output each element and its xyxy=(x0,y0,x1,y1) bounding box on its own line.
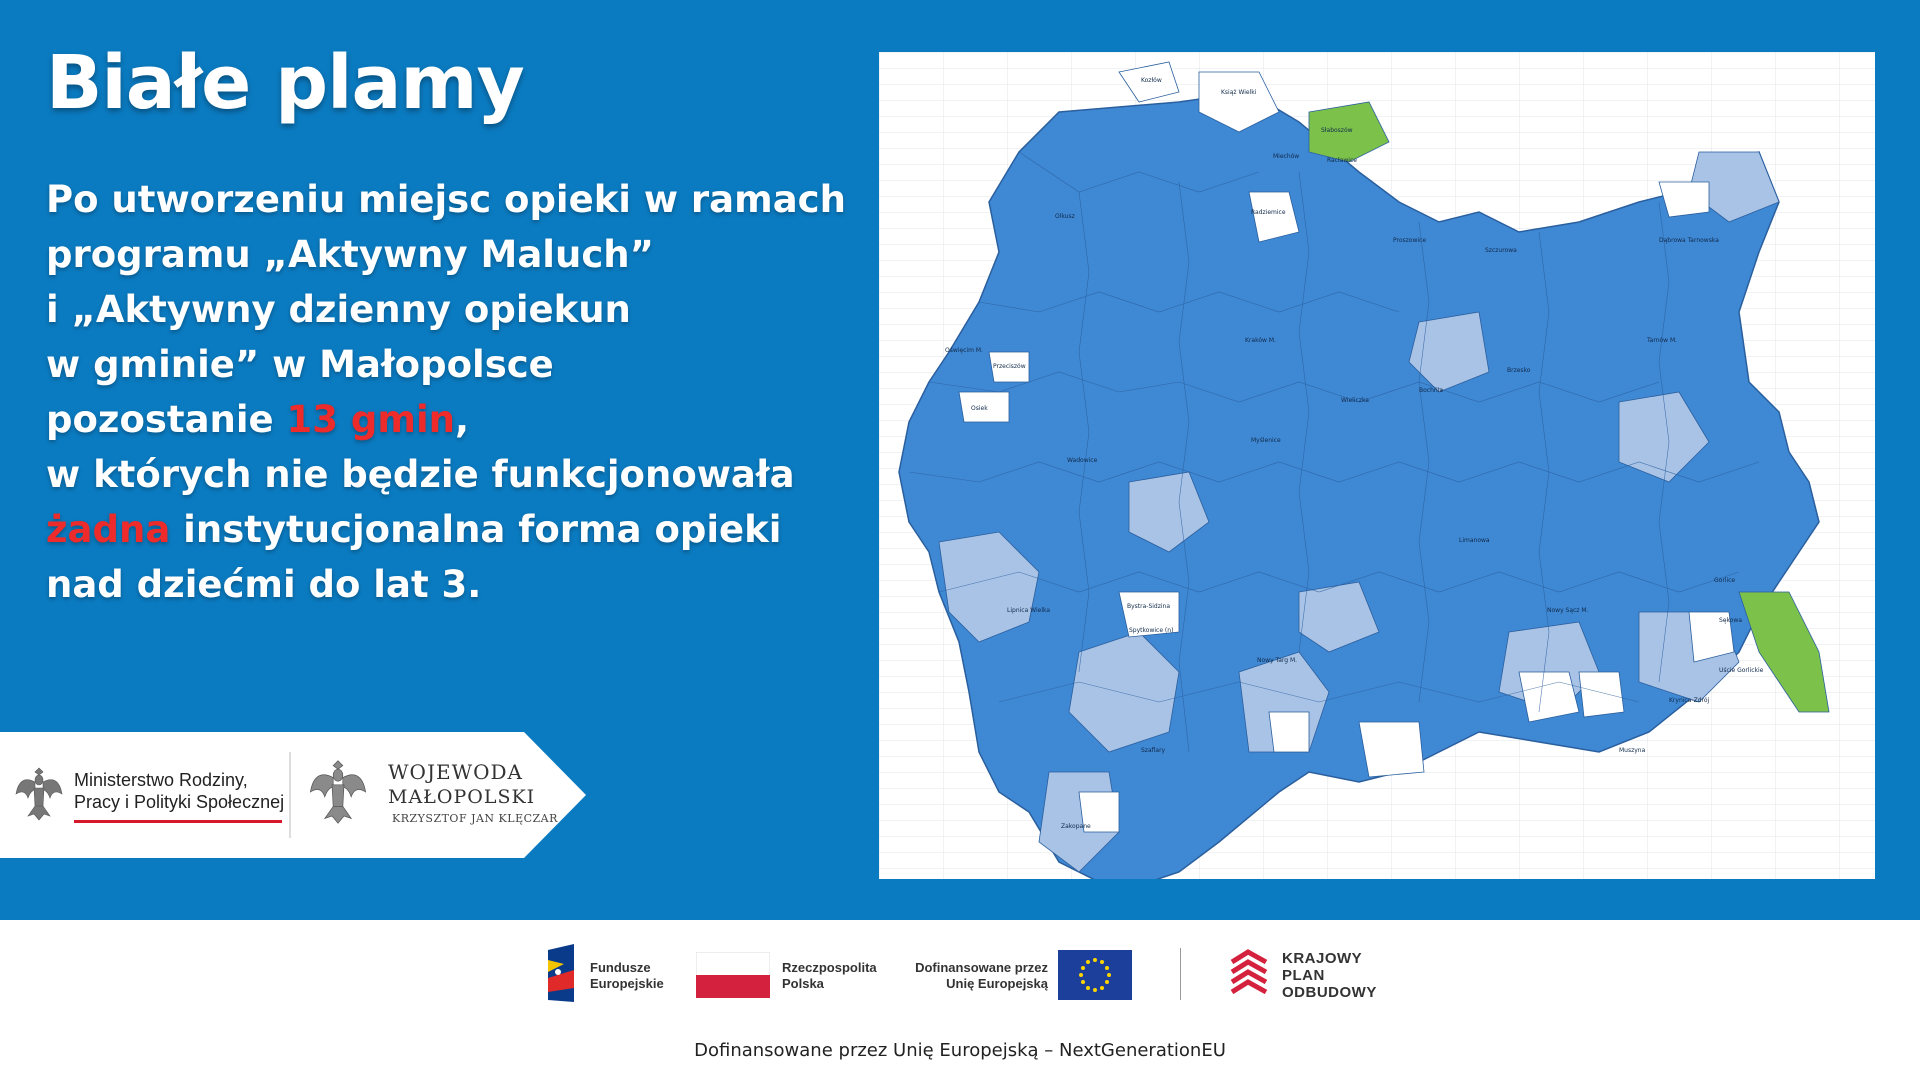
rp-line: Rzeczpospolita xyxy=(782,960,877,975)
body-line xyxy=(46,392,866,447)
body-text-part: instytucjonalna forma opieki xyxy=(170,508,782,551)
map-label: Radziemice xyxy=(1251,209,1286,216)
map-label: Osiek xyxy=(971,405,988,412)
map-label: Kraków M. xyxy=(1245,337,1276,344)
body-text-part: pozostanie xyxy=(46,398,287,441)
map-label: Oświęcim M. xyxy=(945,347,983,354)
map-label: Gorlice xyxy=(1714,577,1736,584)
map-label: Zakopane xyxy=(1061,823,1091,830)
fe-line: Fundusze xyxy=(590,960,651,975)
map-label: Proszowice xyxy=(1393,237,1427,244)
map-label: Przeciszów xyxy=(993,363,1026,370)
map-image xyxy=(879,52,1875,879)
map-label: Szaflary xyxy=(1141,747,1166,754)
map-label: Nowy Sącz M. xyxy=(1547,607,1589,614)
map-label: Słaboszów xyxy=(1321,127,1353,134)
polish-flag-icon xyxy=(696,952,770,998)
body-line: w których nie będzie funkcjonowała xyxy=(46,453,795,496)
body-line: w gminie” w Małopolsce xyxy=(46,343,554,386)
funding-note: Dofinansowane przez Unię Europejską – NextGenerationEU xyxy=(694,1040,1226,1061)
map-label: Brzesko xyxy=(1507,367,1531,374)
rp-line: Polska xyxy=(782,976,824,991)
map-label: Uście Gorlickie xyxy=(1719,667,1764,674)
eu-flag-icon xyxy=(1058,950,1132,1000)
map-label: Olkusz xyxy=(1055,213,1075,220)
ministry-line: Ministerstwo Rodziny, xyxy=(74,770,248,790)
map-label: Nowy Targ M. xyxy=(1257,657,1298,664)
map-label: Limanowa xyxy=(1459,537,1490,544)
ministry-name xyxy=(74,769,284,813)
body-line: i „Aktywny dzienny opiekun xyxy=(46,288,631,331)
body-text xyxy=(46,172,866,612)
voivode-region: MAŁOPOLSKI xyxy=(388,786,536,808)
map-label: Bochnia xyxy=(1419,387,1444,394)
map-label: Kozłów xyxy=(1141,77,1162,84)
map-label: Szczurowa xyxy=(1485,247,1517,254)
fe-line: Europejskie xyxy=(590,976,664,991)
fundusze-europejskie-flag-icon xyxy=(544,942,580,1004)
ministry-red-line xyxy=(74,820,282,823)
voivode-name: KRZYSZTOF JAN KLĘCZAR xyxy=(392,812,558,825)
map-label: Krynica-Zdrój xyxy=(1669,697,1710,704)
eagle-emblem-icon xyxy=(306,756,370,828)
eu-line: Unię Europejską xyxy=(946,976,1048,991)
fe-label xyxy=(590,960,664,992)
map-label: Miechów xyxy=(1273,153,1300,160)
map-label: Wieliczka xyxy=(1341,397,1369,404)
map-label: Książ Wielki xyxy=(1221,89,1257,96)
map-label: Sękowa xyxy=(1719,617,1743,624)
map-label: Myślenice xyxy=(1251,437,1281,444)
malopolska-map xyxy=(879,52,1875,879)
body-line: Po utworzeniu miejsc opieki w ramach xyxy=(46,178,846,221)
ministry-line: Pracy i Polityki Społecznej xyxy=(74,792,285,812)
rp-label xyxy=(782,960,877,992)
eagle-emblem-icon xyxy=(14,764,64,824)
map-label: Wadowice xyxy=(1067,457,1098,464)
kpo-line: ODBUDOWY xyxy=(1282,984,1377,1001)
body-line xyxy=(46,502,866,557)
eu-line: Dofinansowane przez xyxy=(915,960,1048,975)
highlight-count: 13 gmin xyxy=(286,398,455,441)
body-line: nad dziećmi do lat 3. xyxy=(46,563,482,606)
highlight-word: żadna xyxy=(46,508,171,551)
voivode-title: WOJEWODA xyxy=(388,760,524,784)
kpo-label xyxy=(1282,950,1377,1001)
map-label: Racławice xyxy=(1327,157,1357,164)
map-label: Tarnów M. xyxy=(1647,337,1678,344)
map-label: Bystra-Sidzina xyxy=(1127,603,1171,610)
eu-label xyxy=(906,960,1048,992)
kpo-logo-icon xyxy=(1228,948,1270,1000)
page-title: Białe plamy xyxy=(46,40,524,126)
body-text-part: , xyxy=(454,398,470,441)
kpo-line: PLAN xyxy=(1282,967,1325,984)
kpo-line: KRAJOWY xyxy=(1282,950,1363,967)
map-label: Spytkowice (n) xyxy=(1129,627,1174,634)
map-label: Dąbrowa Tarnowska xyxy=(1659,237,1719,244)
body-line: programu „Aktywny Maluch” xyxy=(46,233,654,276)
map-label: Muszyna xyxy=(1619,747,1646,754)
map-label: Lipnica Wielka xyxy=(1007,607,1051,614)
divider xyxy=(1180,948,1181,1000)
